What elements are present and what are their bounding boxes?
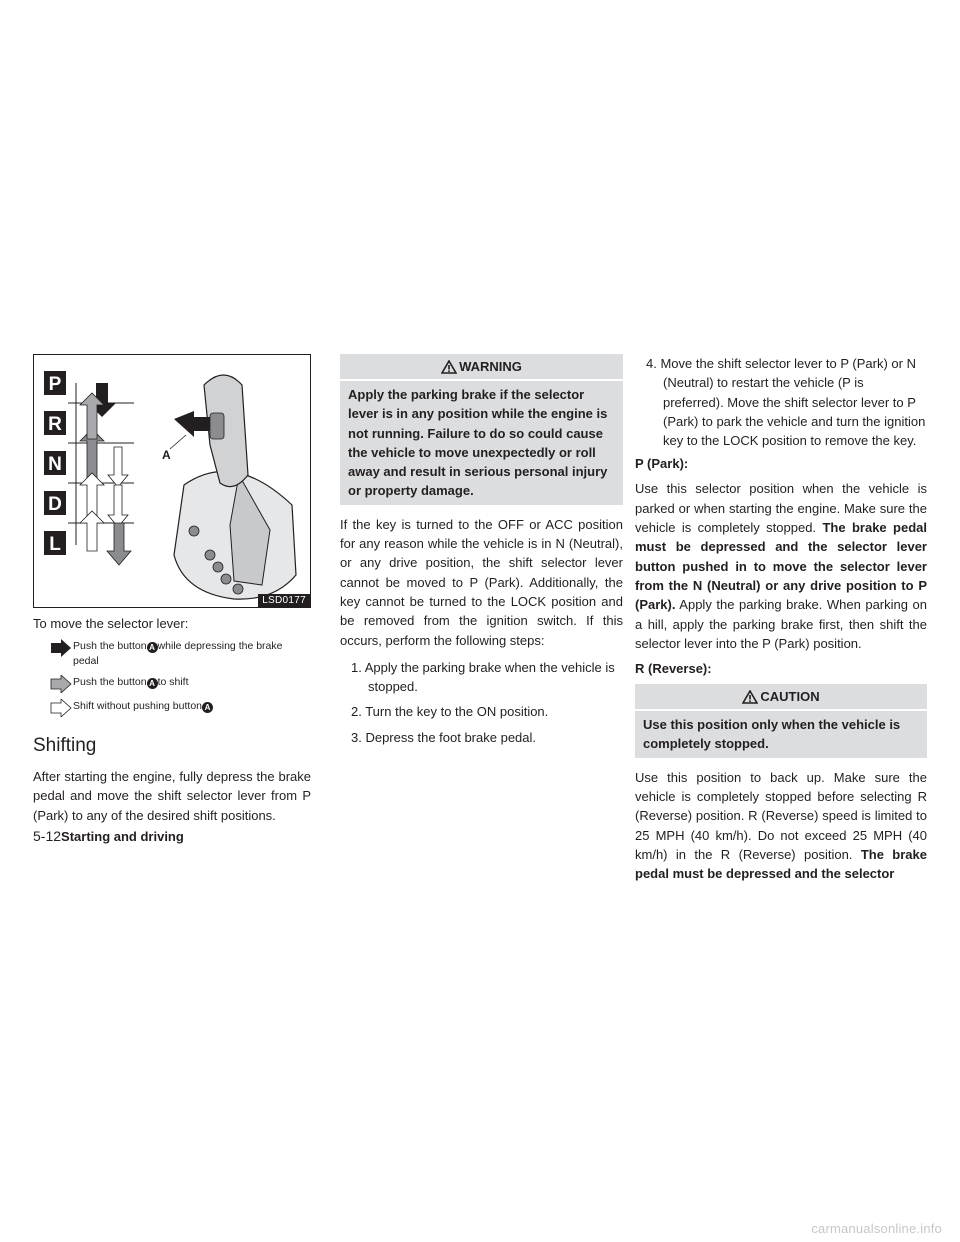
legend-text-before: Push the button (73, 676, 147, 688)
gate-letter: D (48, 494, 62, 515)
list-item: 4. Move the shift selector lever to P (Park) or N (Neutral) to restart the vehicle (P is preferred). Move the shift selector lever to P (Park) to park the vehicle and turn the ignition key to the LOCK position to remove the key. (646, 356, 926, 449)
page-footer (33, 828, 184, 844)
shift-lever-illustration (34, 355, 310, 607)
caution-header (635, 684, 927, 711)
caution-box (635, 684, 927, 758)
park-text: Use this selector position when the vehicle is parked or when starting the engine. Make sure the vehicle is completely stopped. (635, 481, 927, 536)
legend-item (33, 675, 311, 693)
solid-black-arrow-icon (33, 639, 73, 657)
key-paragraph: If the key is turned to the OFF or ACC position for any reason while the vehicle is in N (Neutral), or any drive position, the shift selector lever cannot be moved to P (Park). Additionally, the key cannot be turned to the LOCK position and be removed from the ignition switch. If this occurs, perform the following steps: (340, 516, 623, 648)
warning-triangle-icon (441, 360, 457, 374)
legend-text-before: Shift without pushing button (73, 700, 203, 712)
push-button-arrow-icon (174, 411, 210, 437)
legend-text (73, 675, 189, 690)
callout-label: A (162, 448, 171, 462)
button-a-marker: A (147, 642, 158, 653)
outline-up-arrow-icon (80, 511, 104, 551)
steps-list-continued (635, 354, 927, 450)
gate-letter: L (49, 534, 61, 555)
gate-letter: N (48, 454, 62, 475)
steps-list (340, 658, 623, 747)
warning-header (340, 354, 623, 381)
warning-title: WARNING (459, 359, 522, 374)
section-title: Shifting (33, 735, 97, 756)
park-paragraph (635, 479, 927, 653)
list-item: 3. Depress the foot brake pedal. (351, 729, 537, 745)
shift-diagram-figure (33, 354, 311, 608)
legend-text-after: to shift (157, 676, 189, 688)
legend-text (73, 699, 213, 714)
outline-up-arrow-icon (80, 473, 104, 517)
legend (33, 639, 311, 717)
park-bold-text: The brake pedal must be depressed and the selector lever button pushed in to move the selector lever from the N (Neutral) or any drive position to P (Park). (635, 520, 927, 613)
shifting-paragraph: After starting the engine, fully depress the brake pedal and move the shift selector lever from P (Park) to any of the desired shift positions. (33, 769, 311, 823)
park-text: Apply the parking brake. When parking on a hill, apply the parking brake first, then shift the selector lever into the P (Park) position. (635, 597, 927, 651)
middle-column (340, 354, 623, 753)
figure-code: LSD0177 (258, 594, 310, 607)
hatched-down-arrow-icon (107, 523, 131, 565)
legend-item (33, 639, 311, 669)
caution-triangle-icon (742, 690, 758, 704)
legend-text (73, 639, 311, 669)
legend-text-after: while depressing the brake pedal (73, 640, 283, 667)
lever-button (210, 413, 224, 439)
outline-arrow-icon (33, 699, 73, 717)
figure-caption: To move the selector lever: (33, 616, 189, 631)
gray-hatched-arrow-icon (33, 675, 73, 693)
watermark: carmanualsonline.info (811, 1221, 942, 1236)
outline-down-arrow-icon (108, 485, 128, 527)
caution-title: CAUTION (760, 689, 820, 705)
reverse-heading: R (Reverse): (635, 661, 712, 677)
park-heading: P (Park): (635, 456, 689, 472)
list-item: 2. Turn the key to the ON position. (351, 704, 549, 720)
button-a-marker: A (202, 702, 213, 713)
right-column (635, 354, 927, 892)
reverse-text: Use this position to back up. Make sure the vehicle is completely stopped before selecting R (Reverse) position. R (Reverse) speed is limited to 25 MPH (40 km/h). Do not exceed 25 MPH (40 km/h) in the R (Reverse) position. (635, 769, 927, 862)
caution-text: Use this position only when the vehicle is completely stopped. (643, 717, 901, 752)
outline-down-arrow-icon (108, 447, 128, 487)
list-item: 1. Apply the parking brake when the vehicle is stopped. (351, 659, 615, 695)
warning-box (340, 354, 623, 505)
left-column (33, 354, 311, 833)
legend-text-before: Push the button (73, 640, 147, 652)
reverse-paragraph (635, 768, 927, 884)
reverse-bold-text: The brake pedal must be depressed and the selector (635, 846, 927, 882)
warning-text: Apply the parking brake if the selector lever is in any position while the engine is not running. Failure to do so could cause the vehicle to move unexpectedly or roll away and result in serious personal injury or property damage. (348, 387, 608, 499)
gate-letter: P (48, 374, 62, 395)
gate-letters (44, 371, 66, 555)
page-number: 5-12 (33, 828, 62, 844)
gate-letter: R (48, 414, 62, 435)
chapter-title: Starting and driving (61, 829, 184, 844)
button-a-marker: A (147, 678, 158, 689)
legend-item (33, 699, 311, 717)
